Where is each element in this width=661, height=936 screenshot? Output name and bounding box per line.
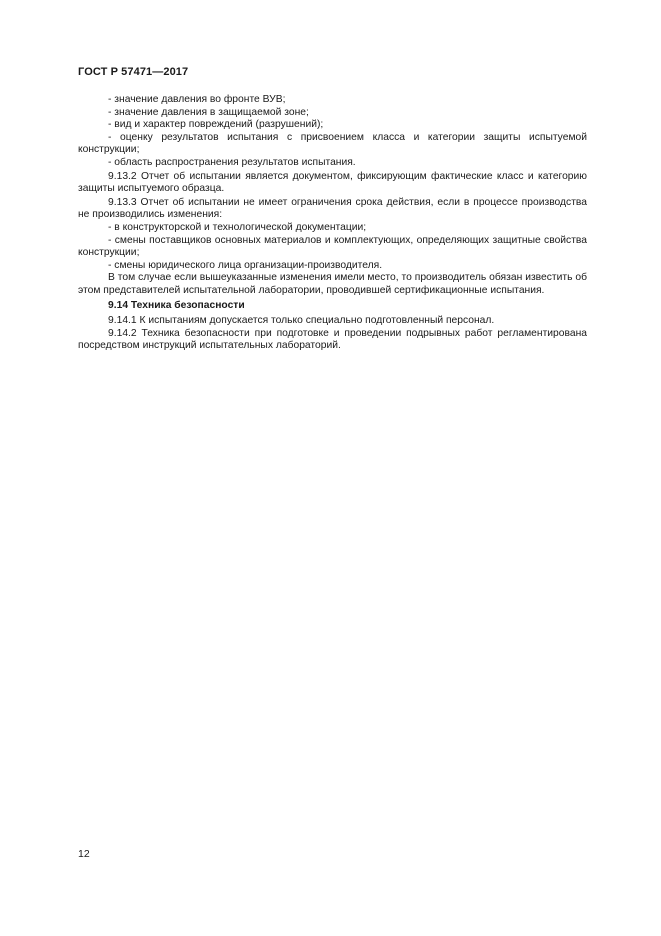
list-item: - вид и характер повреждений (разрушений); (108, 119, 324, 131)
paragraph-9-14-1: 9.14.1 К испытаниям допускается только специально подготовленный персонал. (108, 315, 495, 327)
list-item: - значение давления в защищаемой зоне; (108, 106, 309, 118)
list-item: - значение давления во фронте ВУВ; (108, 94, 286, 105)
paragraph-9-13-3: 9.13.3 Отчет об испытании не имеет ограничения срока действия, если в процессе производства не производились изменения: (78, 196, 587, 221)
list-item: - в конструкторской и технологической документации; (108, 221, 367, 233)
document-body (78, 94, 587, 353)
page-number: 12 (78, 848, 90, 860)
list-item: - смены поставщиков основных материалов и комплектующих, определяющих защитные свойства конструкции; (78, 234, 587, 259)
section-heading: 9.14 Техника безопасности (108, 299, 245, 311)
list-item: - область распространения результатов испытания. (108, 156, 356, 168)
paragraph: В том случае если вышеуказанные изменения имели место, то производитель обязан известить об этом представителей испытательной лаборатории, проводившей сертификационные испытания. (78, 272, 587, 296)
paragraph-9-14-2: 9.14.2 Техника безопасности при подготовке и проведении подрывных работ регламентирована посредством инструкций испытательных лабораторий. (78, 327, 587, 352)
list-item: - оценку результатов испытания с присвоением класса и категории защиты испытуемой конструкции; (78, 131, 587, 156)
list-item: - смены юридического лица организации-производителя. (108, 259, 383, 271)
document-header: ГОСТ Р 57471—2017 (78, 66, 189, 78)
paragraph-9-13-2: 9.13.2 Отчет об испытании является документом, фиксирующим фактические класс и категорию защиты испытуемого образца. (78, 170, 587, 195)
